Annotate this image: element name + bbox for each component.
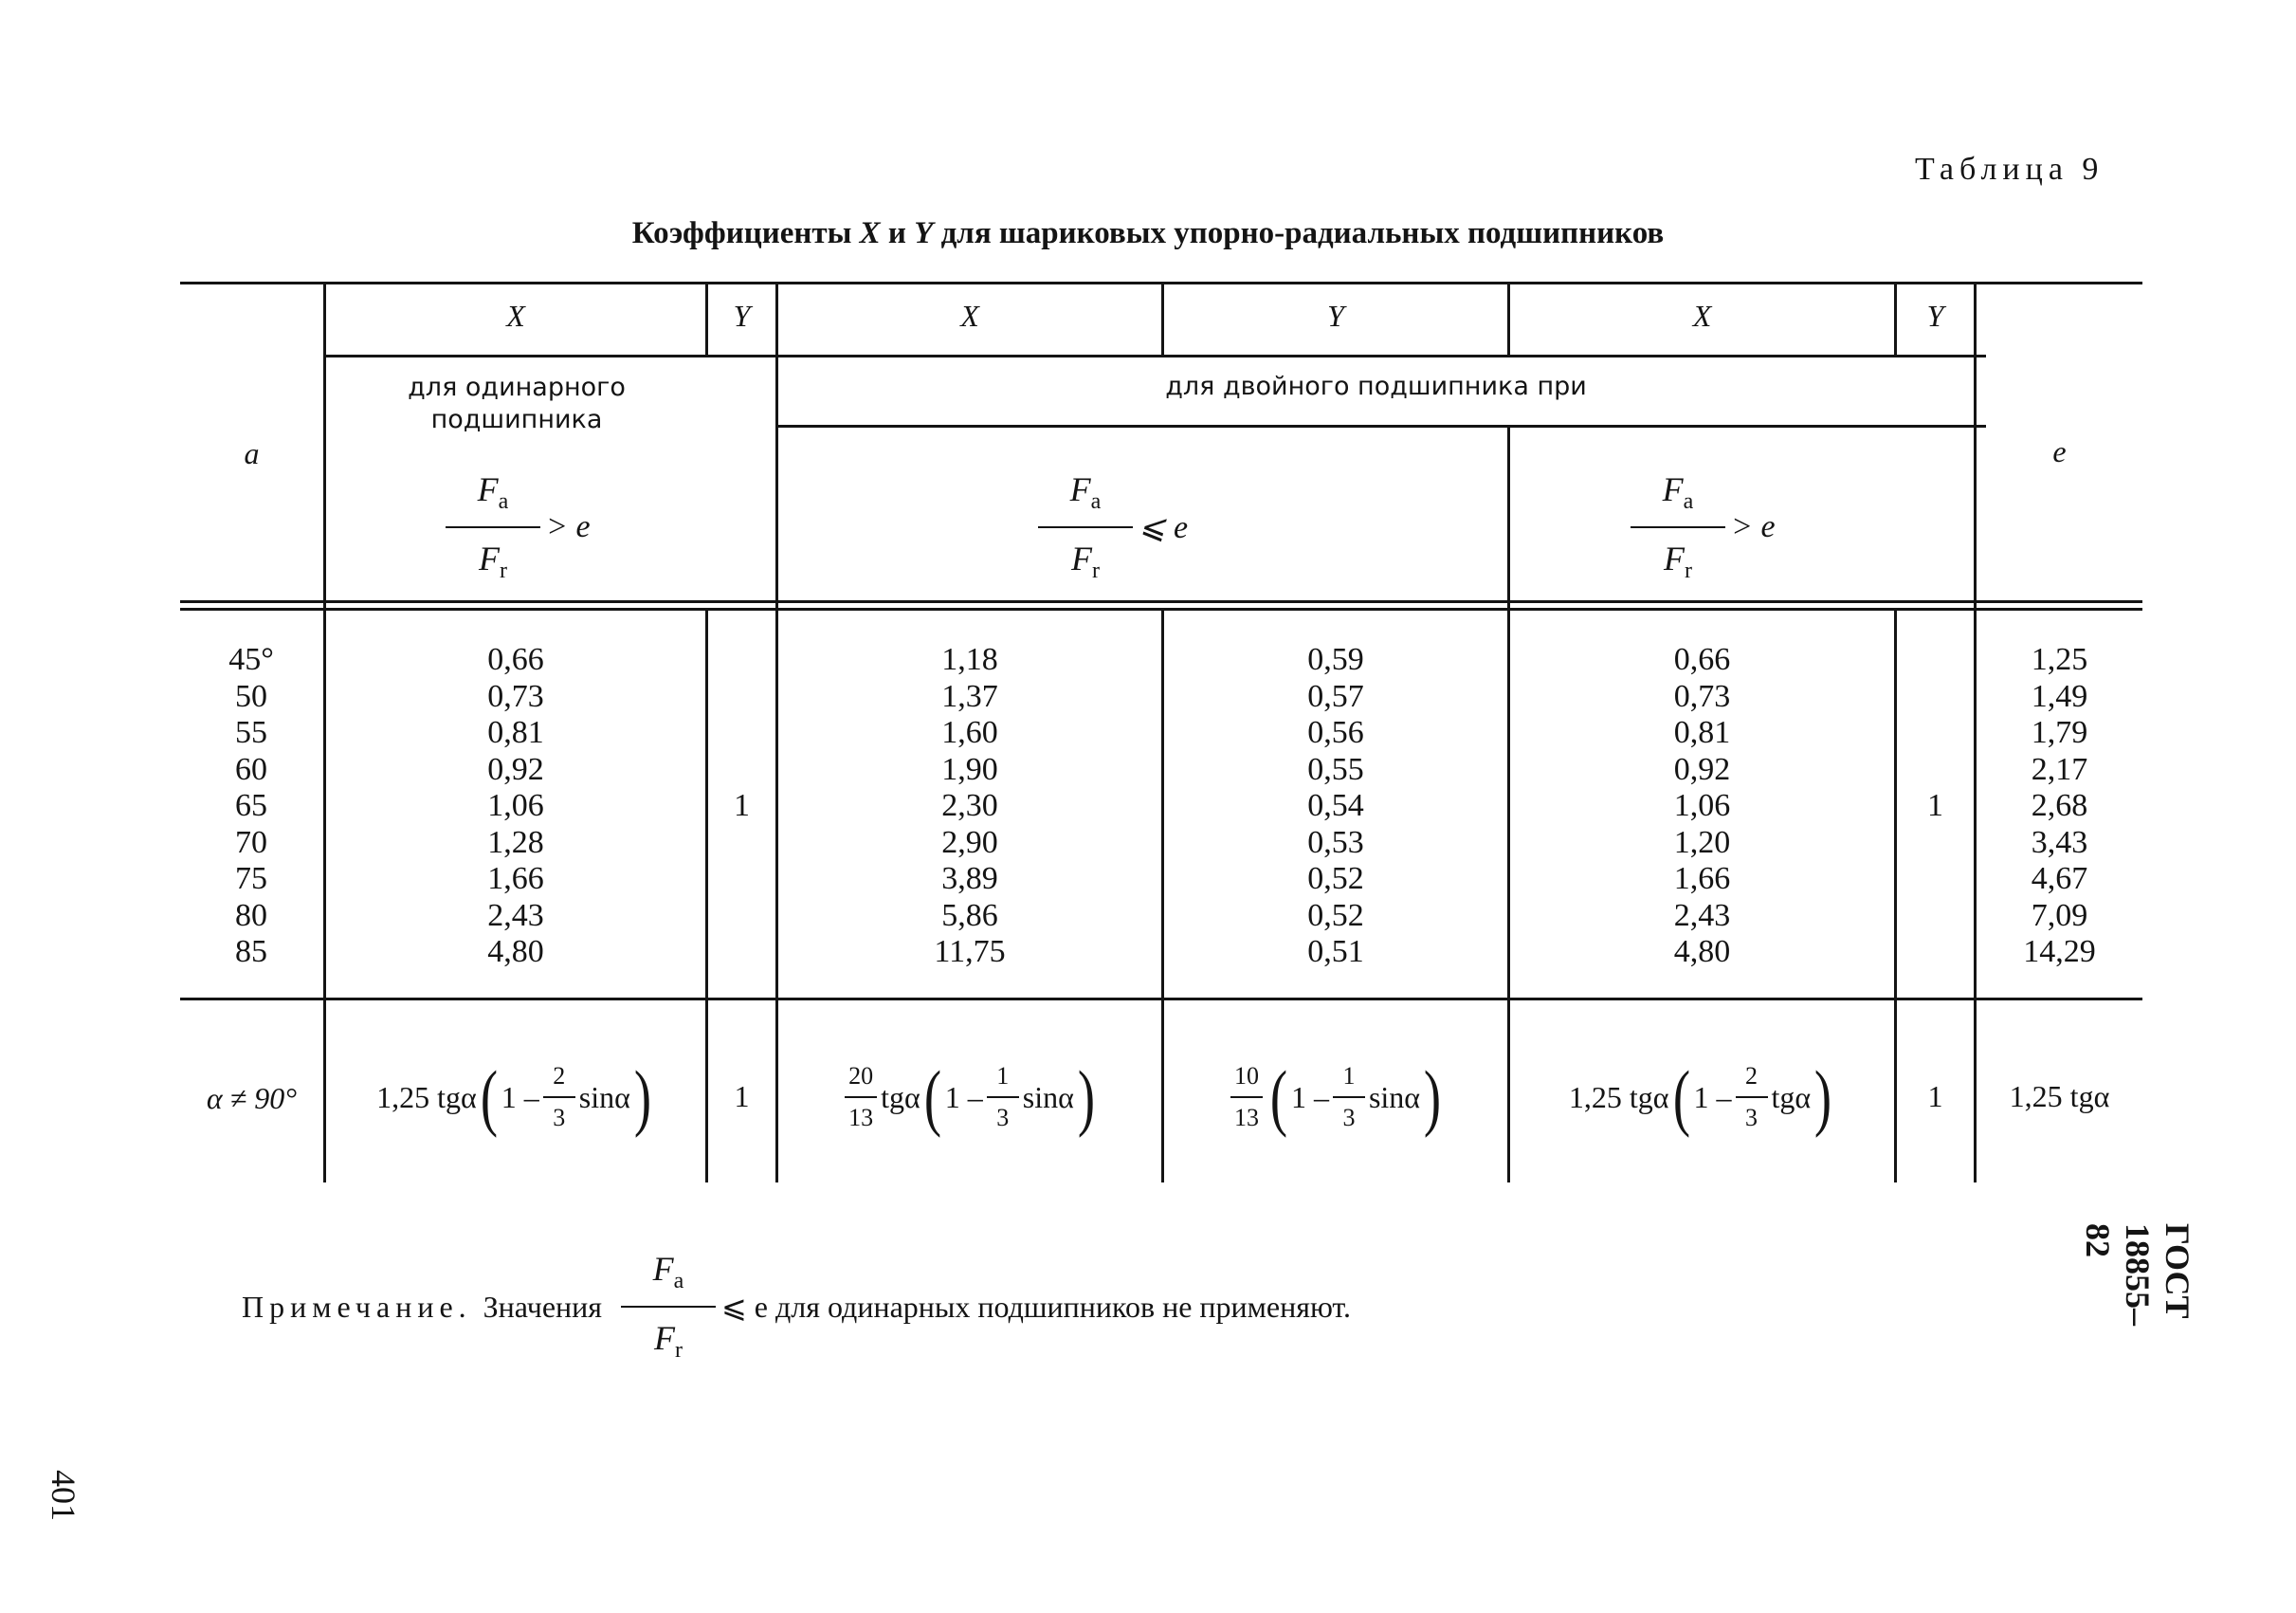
header-single-bearing: для одинарного подшипника <box>408 373 626 434</box>
header-y-double-le: Y <box>1327 299 1344 333</box>
table-cell: 0,54 <box>1307 788 1364 823</box>
table-cell: 1,66 <box>487 861 544 896</box>
formula-y-single: 1 <box>734 1079 750 1113</box>
table-cell: 3,43 <box>2031 824 2088 860</box>
table-cell: 4,80 <box>487 934 544 969</box>
column-x-double-le <box>778 642 1161 971</box>
table-cell: 4,80 <box>1673 934 1731 969</box>
table-cell: 14,29 <box>2023 934 2096 969</box>
table-cell: 1,18 <box>941 642 998 677</box>
header-alpha: a <box>244 436 260 470</box>
table-cell: 0,51 <box>1307 934 1364 969</box>
header-double-bearing: для двойного подшипника при <box>1165 372 1587 401</box>
table-cell: 80 <box>235 897 267 933</box>
formula-x-single: 1,25 tgα ( 1 – 2 3 sinα ) <box>376 1055 651 1138</box>
page-number: 401 <box>45 1470 82 1521</box>
header-x-double-le: X <box>960 299 979 333</box>
ratio-double-le: $\frac{F_a}{F_r}$ ⩽ e <box>1038 472 1188 582</box>
formula-e: 1,25 tgα <box>2009 1079 2110 1113</box>
ratio-single-gt: $\frac{F_a}{F_r}$ > e <box>446 472 591 582</box>
table-cell: 0,57 <box>1307 678 1364 714</box>
column-x-single <box>326 642 705 971</box>
formula-alpha: α ≠ 90° <box>206 1081 298 1115</box>
table-cell: 50 <box>235 678 267 714</box>
header-x-single: X <box>506 299 525 333</box>
table-cell: 0,73 <box>487 678 544 714</box>
table-cell: 70 <box>235 824 267 860</box>
table-cell: 60 <box>235 751 267 787</box>
table-cell: 5,86 <box>941 897 998 933</box>
table-cell: 75 <box>235 861 267 896</box>
table-cell: 0,66 <box>1673 642 1731 677</box>
table-cell: 0,81 <box>1673 715 1731 750</box>
table-cell: 55 <box>235 715 267 750</box>
column-alpha <box>190 642 313 971</box>
table-cell: 11,75 <box>934 934 1006 969</box>
table-cell: 2,30 <box>941 788 998 823</box>
formula-x-double-le: 20 13 tgα ( 1 – 1 3 sinα ) <box>778 1060 1161 1134</box>
table-cell: 1,37 <box>941 678 998 714</box>
table-cell: 85 <box>235 934 267 969</box>
table-cell: 1,20 <box>1673 824 1731 860</box>
table-cell: 1,60 <box>941 715 998 750</box>
table-cell: 0,55 <box>1307 751 1364 787</box>
table-title: Коэффициенты X и Y для шариковых упорно-радиальных подшипников <box>631 216 1665 250</box>
formula-x-double-gt: 1,25 tgα ( 1 – 2 3 tgα ) <box>1568 1055 1832 1138</box>
table-cell: 2,43 <box>487 897 544 933</box>
table-cell: 0,52 <box>1307 861 1364 896</box>
table-cell: 0,59 <box>1307 642 1364 677</box>
table-cell: 0,56 <box>1307 715 1364 750</box>
table-cell: 1,79 <box>2031 715 2088 750</box>
formula-y-double-le: 10 13 ( 1 – 1 3 sinα ) <box>1164 1060 1507 1134</box>
header-y-single: Y <box>733 299 751 333</box>
cell-y-single: 1 <box>734 788 750 823</box>
header-y-double-gt: Y <box>1926 299 1944 333</box>
column-y-double-le <box>1164 642 1507 971</box>
table-cell: 65 <box>235 788 267 823</box>
table-cell: 1,28 <box>487 824 544 860</box>
table-cell: 0,52 <box>1307 897 1364 933</box>
cell-y-double-gt: 1 <box>1927 788 1943 823</box>
table-cell: 2,17 <box>2031 751 2088 787</box>
table-cell: 0,92 <box>1673 751 1731 787</box>
table-cell: 1,06 <box>487 788 544 823</box>
table-cell: 1,90 <box>941 751 998 787</box>
table-cell: 2,68 <box>2031 788 2088 823</box>
table-cell: 0,73 <box>1673 678 1731 714</box>
table-cell: 1,49 <box>2031 678 2088 714</box>
formula-y-double-gt: 1 <box>1927 1079 1943 1113</box>
column-x-double-gt <box>1510 642 1894 971</box>
table-cell: 0,81 <box>487 715 544 750</box>
table-cell: 1,66 <box>1673 861 1731 896</box>
table-note: Примечание. Значения $\frac{F_a}{F_r}$ ⩽ e для одинарных подшипников не применяют. <box>242 1250 1351 1364</box>
table-cell: 4,67 <box>2031 861 2088 896</box>
table-cell: 7,09 <box>2031 897 2088 933</box>
table-cell: 1,25 <box>2031 642 2088 677</box>
table-cell: 2,43 <box>1673 897 1731 933</box>
table-cell: 3,89 <box>941 861 998 896</box>
table-cell: 0,66 <box>487 642 544 677</box>
header-e: e <box>2052 434 2067 468</box>
header-x-double-gt: X <box>1692 299 1712 333</box>
table-cell: 1,06 <box>1673 788 1731 823</box>
table-cell: 0,53 <box>1307 824 1364 860</box>
table-cell: 2,90 <box>941 824 998 860</box>
ratio-double-gt: $\frac{F_a}{F_r}$ > e <box>1631 472 1776 582</box>
table-cell: 0,92 <box>487 751 544 787</box>
table-cell: 45° <box>228 642 274 677</box>
standard-label: ГОСТ 18855–82 <box>2079 1223 2196 1326</box>
column-e <box>1977 642 2142 971</box>
table-number: Таблица 9 <box>1915 152 2105 187</box>
